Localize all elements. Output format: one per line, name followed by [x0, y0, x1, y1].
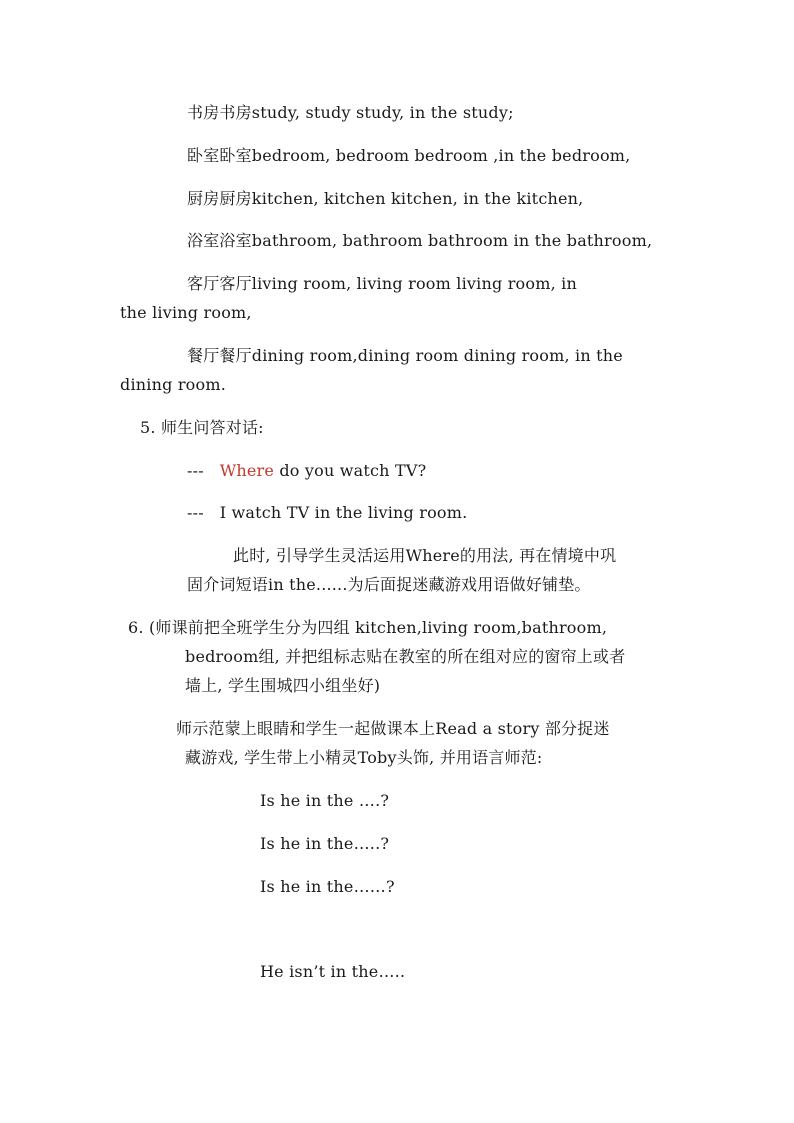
teaching-note-line-2: 固介词短语in the......为后面捉迷藏游戏用语做好铺垫。	[187, 575, 591, 594]
dialogue-answer	[187, 503, 467, 523]
game-question-2: Is he in the…..?	[260, 834, 390, 853]
vocab-line-bedroom: 卧室卧室bedroom, bedroom bedroom ,in the bedroom,	[187, 146, 631, 165]
step6-line-3: 墙上, 学生围城四小组坐好)	[185, 676, 381, 695]
step6-line-2: bedroom组, 并把组标志贴在教室的所在组对应的窗帘上或者	[185, 647, 626, 666]
vocab-line-study: 书房书房study, study study, in the study;	[187, 103, 514, 122]
game-negative-answer: He isn’t in the…..	[260, 962, 406, 981]
game-question-1: Is he in the ….?	[260, 791, 390, 810]
step5-heading: 5. 师生问答对话:	[140, 418, 264, 437]
game-question-3: Is he in the……?	[260, 877, 395, 896]
step6-line-1: 6. (师课前把全班学生分为四组 kitchen,living room,bathroom,	[128, 618, 608, 637]
answer-text: I watch TV in the living room.	[219, 503, 468, 522]
dialogue-dash: ---	[187, 461, 204, 480]
vocab-line-bathroom: 浴室浴室bathroom, bathroom bathroom in the bathroom,	[187, 231, 653, 250]
vocab-line-dining-room: 餐厅餐厅dining room,dining room dining room, in the	[187, 346, 623, 365]
vocab-line-living-room: 客厅客厅living room, living room living room, in	[187, 274, 577, 293]
dialogue-question	[187, 461, 426, 481]
keyword-where: Where	[219, 461, 275, 480]
teaching-note-line-1: 此时, 引导学生灵活运用Where的用法, 再在情境中巩	[233, 546, 617, 565]
dialogue-dash: ---	[187, 503, 204, 522]
demo-line-1: 师示范蒙上眼睛和学生一起做课本上Read a story 部分捉迷	[176, 719, 610, 738]
vocab-line-dining-room-cont: dining room.	[120, 375, 226, 394]
vocab-line-kitchen: 厨房厨房kitchen, kitchen kitchen, in the kitchen,	[187, 189, 584, 208]
demo-line-2: 藏游戏, 学生带上小精灵Toby头饰, 并用语言师范:	[185, 748, 543, 767]
vocab-line-living-room-cont: the living room,	[120, 303, 252, 322]
question-text: do you watch TV?	[279, 461, 427, 480]
